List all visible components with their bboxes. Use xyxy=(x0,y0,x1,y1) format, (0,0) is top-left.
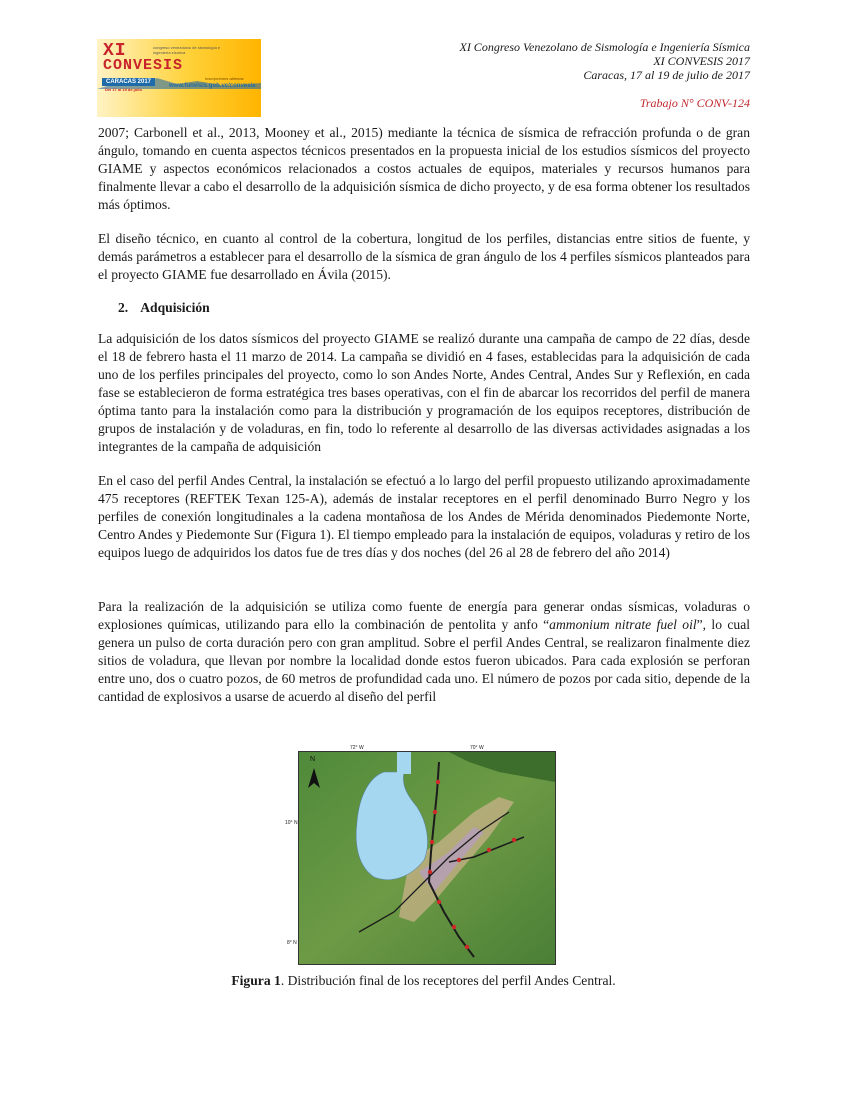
lat-label-10: 10° N xyxy=(285,820,298,826)
logo-city: CARACAS 2017 xyxy=(102,78,155,86)
paragraph-5-italic: ammonium nitrate fuel oil xyxy=(549,617,697,632)
paragraph-3: La adquisición de los datos sísmicos del proyecto GIAME se realizó durante una campaña de campo de 22 días, desde el 18 de febrero hasta el 11 marzo de 2014. La campaña se dividió en 4 fases, establecidas para la adquisición de cada uno de los perfiles principales del proyecto, como lo son Andes Norte, Andes Central, Andes Sur y Reflexión, en cada fase se establecieron de forma estratégica tres bases operativas, con el fin de abarcar los recorridos del perfil de manera óptima tanto para la instalación como para la distribución y programación de los equipos receptores, distribución de grupos de instalación y de voladuras, en fin, todo lo referente al desarrollo de las diversas actividades asignadas a los integrantes de la campaña de adquisición xyxy=(98,331,750,454)
paragraph-5-b: ”, lo cual genera un pulso de corta duración pero con gran amplitud. Sobre el perfil Andes Central, se realizaron finalmente diez sitios de voladura, que llevan por nombre la localidad donde estos fueron ubicados. Para cada explosión se perforan entre uno, dos o cuatro pozos, de 60 metros de profundidad cada uno. El número de pozos por cada sitio, depende de la cantidad de explosivos a usarse de acuerdo al diseño del perfil xyxy=(98,617,751,704)
paragraph-4: En el caso del perfil Andes Central, la instalación se efectuó a lo largo del perfil propuesto utilizando aproximadamente 475 receptores (REFTEK Texan 125-A), además de instalar receptores en el perfil denominado Burro Negro y los perfiles de conexión longitudinales a la cadena montañosa de los Andes de Mérida denominados Piedemonte Norte, Centro Andes y Piedemonte Sur (Figura 1). El tiempo empleado para la instalación de equipos, voladuras y retiro de los equipos luego de adquiridos los datos fue de tres días y dos noches (del 26 al 28 de febrero del año 2014) xyxy=(98,473,750,560)
caption-label: Figura 1 xyxy=(231,973,281,988)
section-heading xyxy=(118,300,210,316)
north-arrow-icon xyxy=(307,768,321,790)
paragraph-5 xyxy=(98,598,750,706)
logo-dates: Del 17 al 19 de julio xyxy=(105,87,142,92)
lon-label-72: 72° W xyxy=(350,745,364,751)
logo-website: www.funvisis.gob.ve/convesis xyxy=(169,83,256,89)
lake-channel xyxy=(397,752,411,774)
north-arrow-label: N xyxy=(310,756,316,763)
logo-xi: XI xyxy=(103,41,127,61)
figure-1-map xyxy=(298,751,556,965)
header-date: Caracas, 17 al 19 de julio de 2017 xyxy=(583,68,750,82)
header-congress: XI Congreso Venezolano de Sismología e Ingeniería Sísmica xyxy=(459,40,750,54)
paragraph-1: 2007; Carbonell et al., 2013, Mooney et al., 2015) mediante la técnica de sísmica de refracción profunda o de gran ángulo, tomando en cuenta aspectos técnicos presentados en la propuesta inicial de los estudios sísmicos del proyecto GIAME y aspectos económicos relacionados a costos actuales de equipos, materiales y recursos humanos para finalmente llevar a cabo el desarrollo de la adquisición sísmica de dicho proyecto, y de esa forma obtener los resultados más óptimos. xyxy=(98,125,750,212)
header-edition: XI CONVESIS 2017 xyxy=(653,54,750,68)
lon-label-70: 70° W xyxy=(470,745,484,751)
paragraph-5-a: Para la realización de la adquisición se utiliza como fuente de energía para generar ondas sísmicas, voladuras o explosiones químicas, utilizando para ello la combinación de pentolita y anfo “ xyxy=(98,599,750,632)
lat-label-8: 8° N xyxy=(287,940,297,946)
section-title: Adquisición xyxy=(140,300,210,315)
paragraph-2: El diseño técnico, en cuanto al control de la cobertura, longitud de los perfiles, distancias entre sitios de fuente, y demás parámetros a establecer para el desarrollo de la sísmica de gran ángulo de los 4 perfiles sísmicos planteados para el proyecto GIAME fue desarrollado en Ávila (2015). xyxy=(98,231,750,282)
convesis-logo xyxy=(97,39,261,117)
caption-text: . Distribución final de los receptores del perfil Andes Central. xyxy=(280,973,616,988)
header-work-id: Trabajo N° CONV-124 xyxy=(639,96,750,110)
relief-map xyxy=(299,752,555,964)
section-number: 2. xyxy=(118,300,129,315)
logo-small-text: congreso venezolano de sismología e ingeniería sísmica xyxy=(153,45,221,55)
figure-caption xyxy=(0,973,847,989)
logo-convesis: CONVESIS xyxy=(103,57,184,74)
logo-inscriptions: Inscripciones abiertas xyxy=(205,76,244,81)
